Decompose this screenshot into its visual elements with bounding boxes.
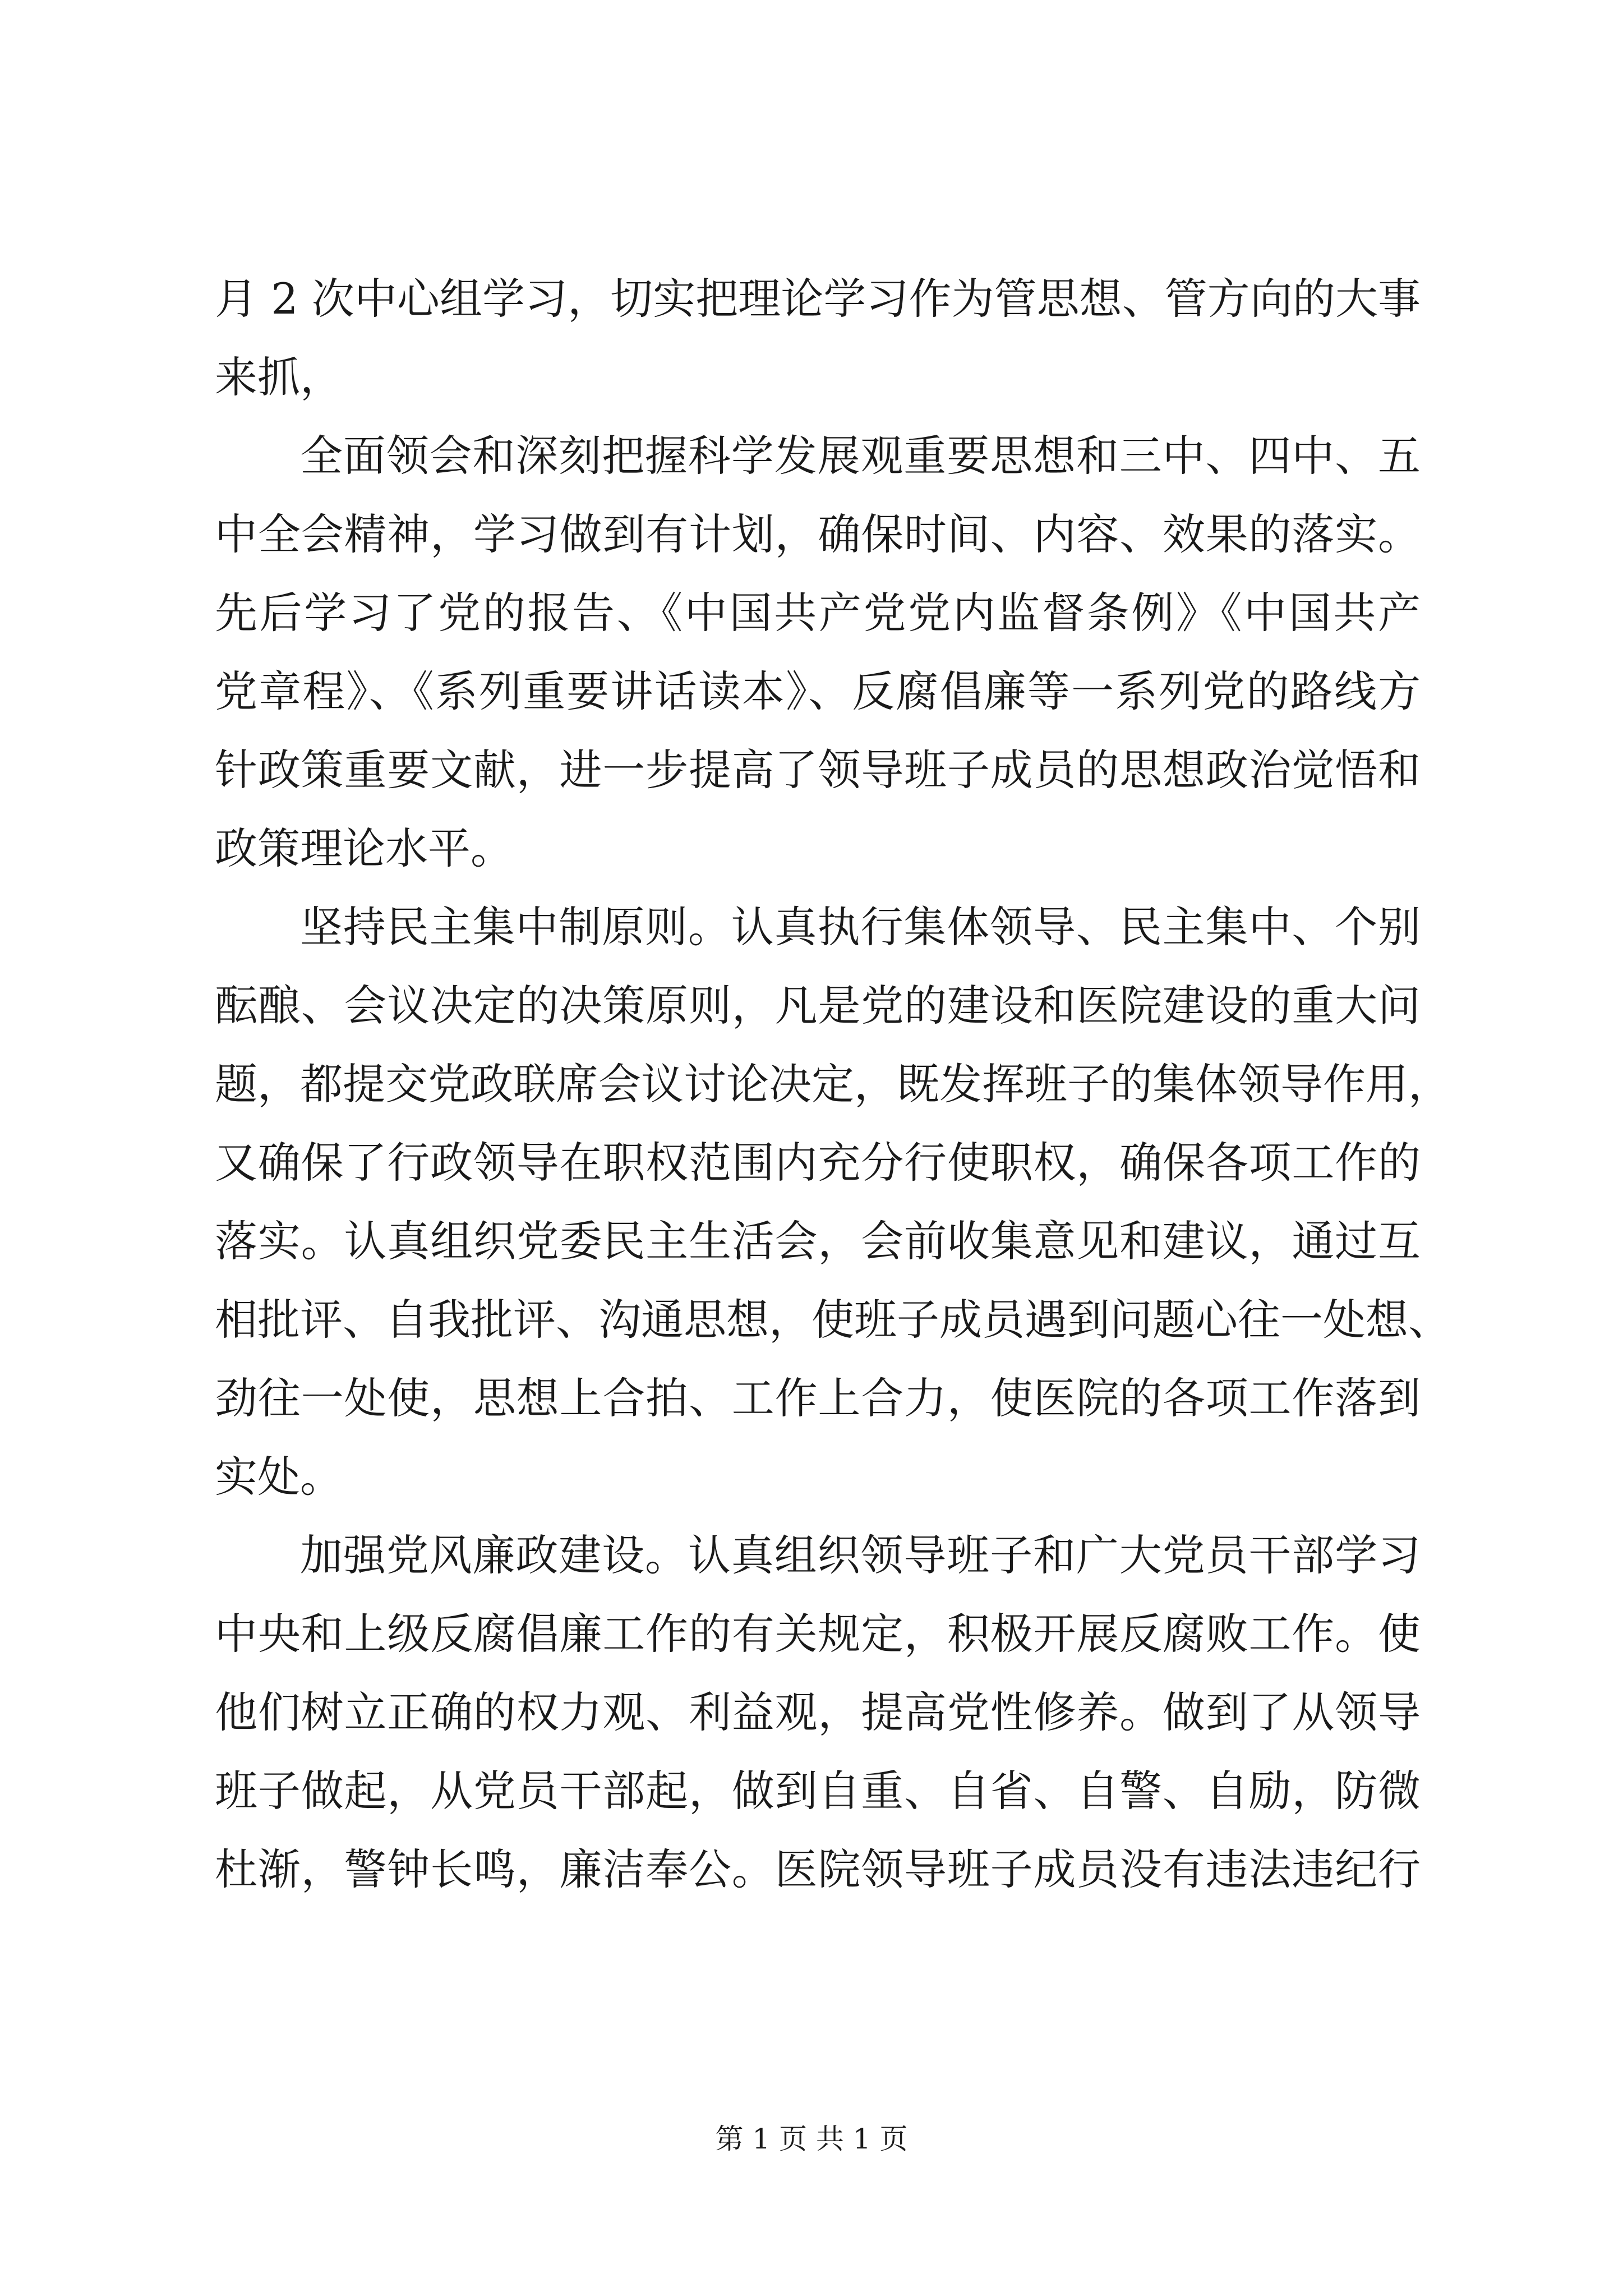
text-line: 党章程》、《系列重要讲话读本》、反腐倡廉等一系列党的路线方 <box>215 666 1421 716</box>
page-number: 第 1 页 共 1 页 <box>715 2123 908 2155</box>
text-line: 先后学习了党的报告、《中国共产党党内监督条例》《中国共产 <box>215 588 1421 638</box>
text-line: 酝酿、会议决定的决策原则，凡是党的建设和医院建设的重大问 <box>215 981 1421 1030</box>
text-line: 劲往一处使，思想上合拍、工作上合力，使医院的各项工作落到 <box>215 1373 1421 1423</box>
text-line: 杜渐，警钟长鸣，廉洁奉公。医院领导班子成员没有违法违纪行 <box>215 1844 1421 1894</box>
text-line: 中全会精神，学习做到有计划，确保时间、内容、效果的落实。 <box>215 509 1421 559</box>
text-line: 实处。 <box>215 1452 343 1502</box>
text-line: 他们树立正确的权力观、利益观，提高党性修养。做到了从领导 <box>215 1687 1421 1737</box>
text-line: 全面领会和深刻把握科学发展观重要思想和三中、四中、五 <box>300 431 1421 481</box>
text-line: 来抓， <box>215 352 343 402</box>
text-line: 月 2 次中心组学习，切实把理论学习作为管思想、管方向的大事 <box>215 274 1421 324</box>
body-text <box>215 260 1451 1909</box>
text-line: 针政策重要文献，进一步提高了领导班子成员的思想政治觉悟和 <box>215 745 1421 795</box>
text-line: 坚持民主集中制原则。认真执行集体领导、民主集中、个别 <box>300 902 1421 952</box>
text-line: 加强党风廉政建设。认真组织领导班子和广大党员干部学习 <box>300 1530 1421 1580</box>
page-footer <box>0 2119 1623 2159</box>
text-line: 又确保了行政领导在职权范围内充分行使职权，确保各项工作的 <box>215 1138 1421 1188</box>
text-line: 相批评、自我批评、沟通思想，使班子成员遇到问题心往一处想、 <box>215 1295 1451 1345</box>
text-line: 落实。认真组织党委民主生活会，会前收集意见和建议，通过互 <box>215 1216 1421 1266</box>
text-line: 政策理论水平。 <box>215 823 513 873</box>
text-line: 中央和上级反腐倡廉工作的有关规定，积极开展反腐败工作。使 <box>215 1609 1421 1659</box>
text-line: 班子做起，从党员干部起，做到自重、自省、自警、自励，防微 <box>215 1766 1421 1816</box>
text-line: 题，都提交党政联席会议讨论决定，既发挥班子的集体领导作用， <box>215 1059 1451 1109</box>
